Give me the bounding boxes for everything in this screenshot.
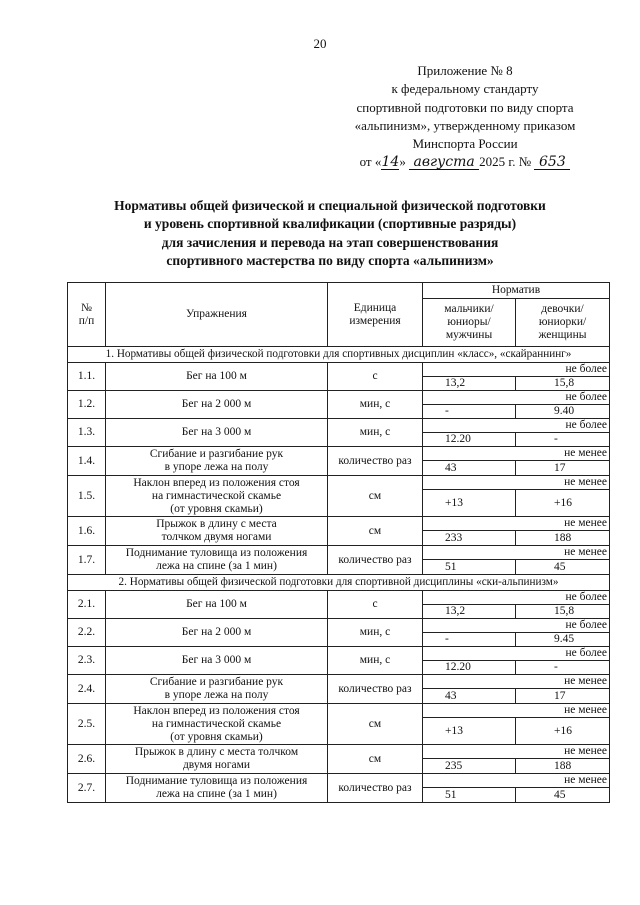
table-row [68,647,610,661]
exercise-name [106,704,328,745]
appendix-title: Приложение № 8 [417,63,513,78]
row-number: 1.1. [68,363,106,391]
standards-table [67,282,610,803]
condition: не более [423,363,610,377]
unit: см [328,704,423,745]
unit: количество раз [328,675,423,704]
exercise-name-text: Бег на 100 м [186,598,247,610]
row-number: 1.2. [68,391,106,419]
table-row [68,619,610,633]
table-row [68,391,610,405]
unit: количество раз [328,546,423,575]
girls-value: 188 [516,531,610,546]
boys-value: +13 [423,490,516,517]
boys-value: - [423,633,516,647]
unit: см [328,745,423,774]
unit: с [328,591,423,619]
row-number: 2.6. [68,745,106,774]
order-number: 653 [534,155,570,170]
exercise-name [106,447,328,476]
row-number: 1.7. [68,546,106,575]
exercise-name-text: Наклон вперед из положения стоя на гимнастической скамье (от уровня скамьи) [133,704,300,743]
exercise-name [106,675,328,704]
exercise-name [106,619,328,647]
table-row [68,774,610,788]
condition: не более [423,419,610,433]
exercise-name-text: Поднимание туловища из положения лежа на спине (за 1 мин) [125,775,308,800]
row-number: 2.7. [68,774,106,803]
boys-value: 43 [423,461,516,476]
table-row [68,419,610,433]
girls-value: 45 [516,560,610,575]
exercise-name-text: Бег на 3 000 м [181,426,252,438]
girls-value: 188 [516,759,610,774]
girls-value: 17 [516,689,610,704]
girls-value: - [516,433,610,447]
condition: не менее [423,675,610,689]
exercise-name [106,745,328,774]
appendix-line-ministry: Минспорта России [412,136,518,152]
row-number: 2.2. [68,619,106,647]
boys-value: 43 [423,689,516,704]
date-month: августа [409,155,479,170]
table-row [68,447,610,461]
boys-value: 12.20 [423,661,516,675]
exercise-name [106,391,328,419]
boys-value: 235 [423,759,516,774]
exercise-name-text: Сгибание и разгибание рук в упоре лежа на полу [149,448,284,473]
row-number: 1.3. [68,419,106,447]
girls-value: - [516,661,610,675]
section-title: 2. Нормативы общей физической подготовки для спортивной дисциплины «ски-альпинизм» [68,575,610,591]
exercise-name-text: Бег на 2 000 м [181,398,252,410]
condition: не более [423,647,610,661]
unit: см [328,476,423,517]
appendix-line-sport: спортивной подготовки по виду спорта [356,99,574,115]
exercise-name-text: Поднимание туловища из положения лежа на спине (за 1 мин) [125,547,308,572]
exercise-name [106,419,328,447]
row-number: 2.5. [68,704,106,745]
boys-value: +13 [423,718,516,745]
standards-table-body [68,283,610,803]
table-row [68,591,610,605]
header-unit-text: Единица измерения [349,301,401,327]
row-number: 1.4. [68,447,106,476]
header-boys [423,299,516,347]
appendix-line-standard: к федеральному стандарту [391,81,539,97]
exercise-name [106,517,328,546]
row-number: 1.6. [68,517,106,546]
header-norm: Норматив [423,283,610,299]
date-prefix: от « [359,154,382,170]
header-num-text: № п/п [78,301,95,327]
condition: не менее [423,704,610,718]
table-row [68,546,610,560]
exercise-name-text: Сгибание и разгибание рук в упоре лежа на полу [149,676,284,701]
boys-value: 12.20 [423,433,516,447]
table-row [68,476,610,490]
header-exercise: Упражнения [106,283,328,347]
row-number: 1.5. [68,476,106,517]
unit: см [328,517,423,546]
condition: не более [423,591,610,605]
girls-value: 17 [516,461,610,476]
exercise-name [106,591,328,619]
condition: не менее [423,546,610,560]
unit: мин, с [328,647,423,675]
section-title: 1. Нормативы общей физической подготовки для спортивных дисциплин «класс», «скайраннинг» [68,347,610,363]
date-suffix: 2025 г. № [479,154,532,170]
appendix-date-line [320,153,610,171]
table-row [68,745,610,759]
exercise-name-text: Прыжок в длину с места толчком двумя ногами [134,746,299,771]
title-line-3: для зачисления и перевода на этап совершенствования [161,234,499,250]
condition: не менее [423,447,610,461]
exercise-name [106,647,328,675]
document-title [60,197,600,270]
header-girls-text: девочки/ юниорки/ женщины [538,303,587,341]
exercise-name [106,774,328,803]
title-line-4: спортивного мастерства по виду спорта «альпинизм» [166,252,494,268]
condition: не менее [423,517,610,531]
exercise-name-text: Прыжок в длину с места толчком двумя ногами [156,518,277,543]
boys-value: - [423,405,516,419]
girls-value: +16 [516,490,610,517]
girls-value: 9.45 [516,633,610,647]
exercise-name-text: Бег на 3 000 м [181,654,252,666]
condition: не менее [423,745,610,759]
girls-value: +16 [516,718,610,745]
header-boys-text: мальчики/ юниоры/ мужчины [444,303,494,341]
table-row [68,704,610,718]
boys-value: 13,2 [423,605,516,619]
title-line-1: Нормативы общей физической и специальной физической подготовки [114,198,546,213]
boys-value: 51 [423,560,516,575]
table-row [68,363,610,377]
girls-value: 45 [516,788,610,803]
condition: не менее [423,774,610,788]
page-number: 20 [313,36,327,51]
girls-value: 9.40 [516,405,610,419]
exercise-name [106,363,328,391]
condition: не менее [423,476,610,490]
row-number: 2.1. [68,591,106,619]
unit: мин, с [328,391,423,419]
header-unit [328,283,423,347]
condition: не более [423,619,610,633]
row-number: 2.3. [68,647,106,675]
unit: количество раз [328,447,423,476]
title-line-2: и уровень спортивной квалификации (спортивные разряды) [143,216,517,232]
exercise-name [106,476,328,517]
date-mid: » [399,154,406,170]
exercise-name-text: Наклон вперед из положения стоя на гимнастической скамье (от уровня скамьи) [133,476,300,515]
row-number: 2.4. [68,675,106,704]
boys-value: 233 [423,531,516,546]
unit: количество раз [328,774,423,803]
boys-value: 13,2 [423,377,516,391]
header-girls [516,299,610,347]
appendix-line-order: «альпинизм», утвержденному приказом [354,117,576,133]
section-row [68,347,610,363]
condition: не более [423,391,610,405]
appendix-block [320,62,610,172]
unit: мин, с [328,419,423,447]
boys-value: 51 [423,788,516,803]
unit: мин, с [328,619,423,647]
exercise-name-text: Бег на 100 м [186,370,247,382]
girls-value: 15,8 [516,605,610,619]
table-row [68,675,610,689]
section-row [68,575,610,591]
exercise-name [106,546,328,575]
exercise-name-text: Бег на 2 000 м [181,626,252,638]
header-num [68,283,106,347]
header-row-1 [68,283,610,299]
unit: с [328,363,423,391]
girls-value: 15,8 [516,377,610,391]
table-row [68,517,610,531]
date-day: 14 [381,154,400,171]
